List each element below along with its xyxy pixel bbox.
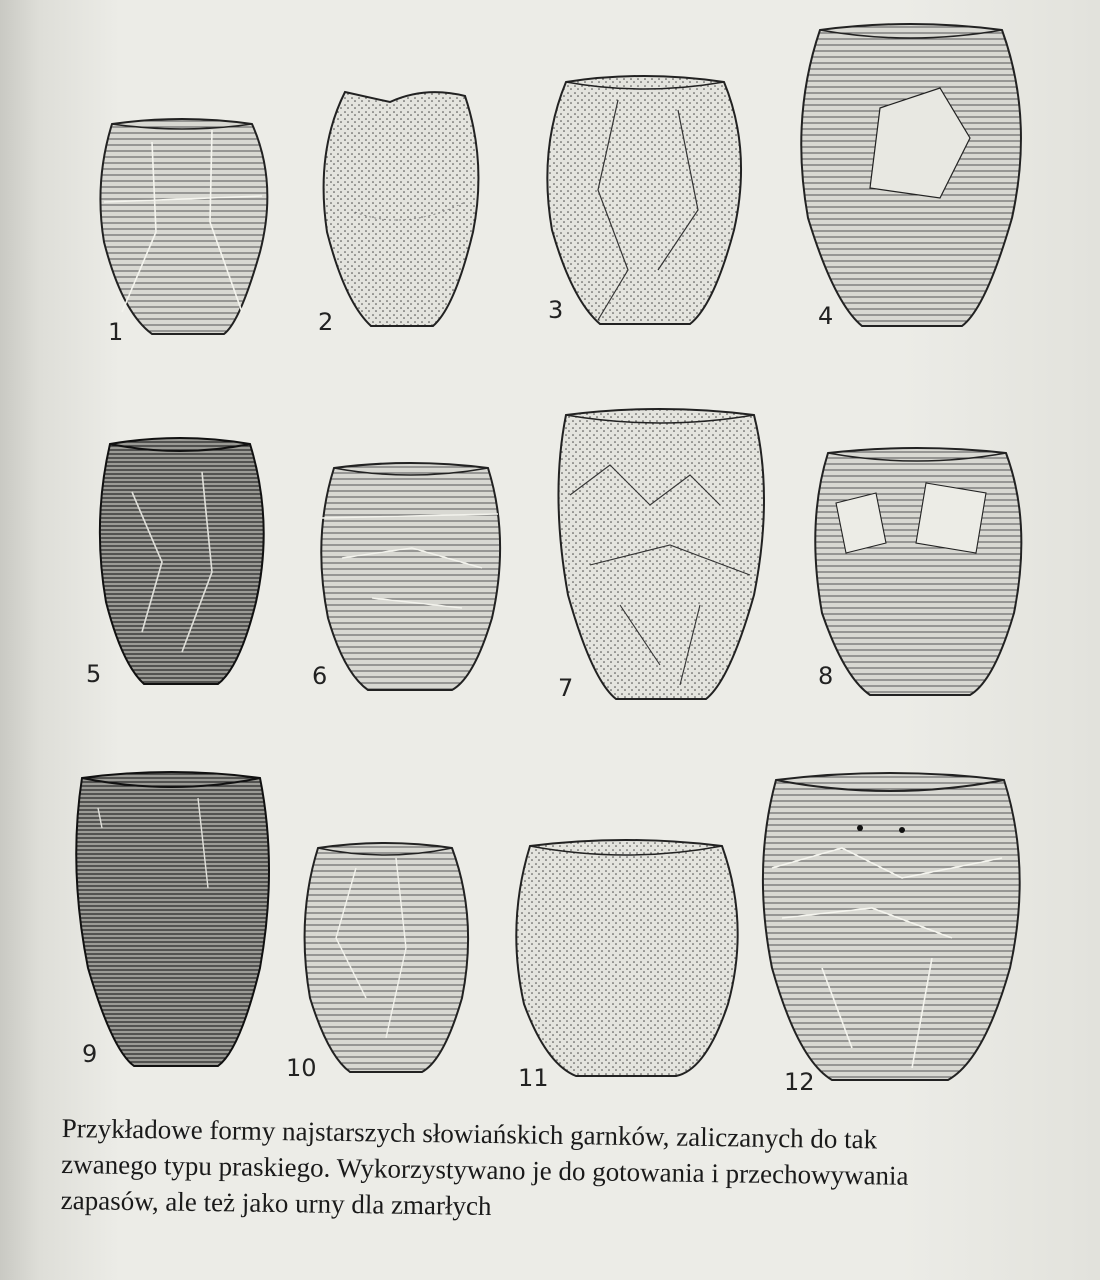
vessel-number: 3 bbox=[548, 296, 564, 324]
caption-line: zwanego typu praskiego. Wykorzystywano je do gotowania i przechowywania bbox=[61, 1148, 909, 1191]
caption-line: Przykładowe formy najstarszych słowiańskich garnków, zaliczanych do tak bbox=[61, 1112, 878, 1155]
pot-4 bbox=[790, 18, 1030, 333]
caption-line: zapasów, ale też jako urny dla zmarłych bbox=[60, 1184, 492, 1222]
vessel-number: 1 bbox=[108, 318, 124, 346]
vessel-number: 12 bbox=[784, 1068, 815, 1096]
vessel-number: 6 bbox=[312, 662, 328, 690]
pot-8 bbox=[806, 443, 1028, 701]
vessel-number: 7 bbox=[558, 674, 574, 702]
pot-11 bbox=[506, 834, 746, 1082]
pot-1 bbox=[92, 112, 274, 340]
pot-1-drawing bbox=[92, 112, 274, 340]
pot-12 bbox=[752, 768, 1028, 1086]
pot-5 bbox=[92, 432, 268, 690]
figure-caption bbox=[60, 1110, 1051, 1232]
pot-6 bbox=[312, 458, 508, 696]
pot-9 bbox=[68, 768, 274, 1073]
pot-2 bbox=[315, 82, 485, 332]
pot-7 bbox=[550, 405, 772, 705]
vessel-number: 5 bbox=[86, 660, 102, 688]
vessel-number: 11 bbox=[518, 1064, 549, 1092]
vessel-number: 2 bbox=[318, 308, 334, 336]
vessel-number: 4 bbox=[818, 302, 834, 330]
pot-3 bbox=[538, 70, 748, 330]
vessel-number: 8 bbox=[818, 662, 834, 690]
vessel-number: 9 bbox=[82, 1040, 98, 1068]
pot-10 bbox=[296, 838, 474, 1078]
vessel-number: 10 bbox=[286, 1054, 317, 1082]
